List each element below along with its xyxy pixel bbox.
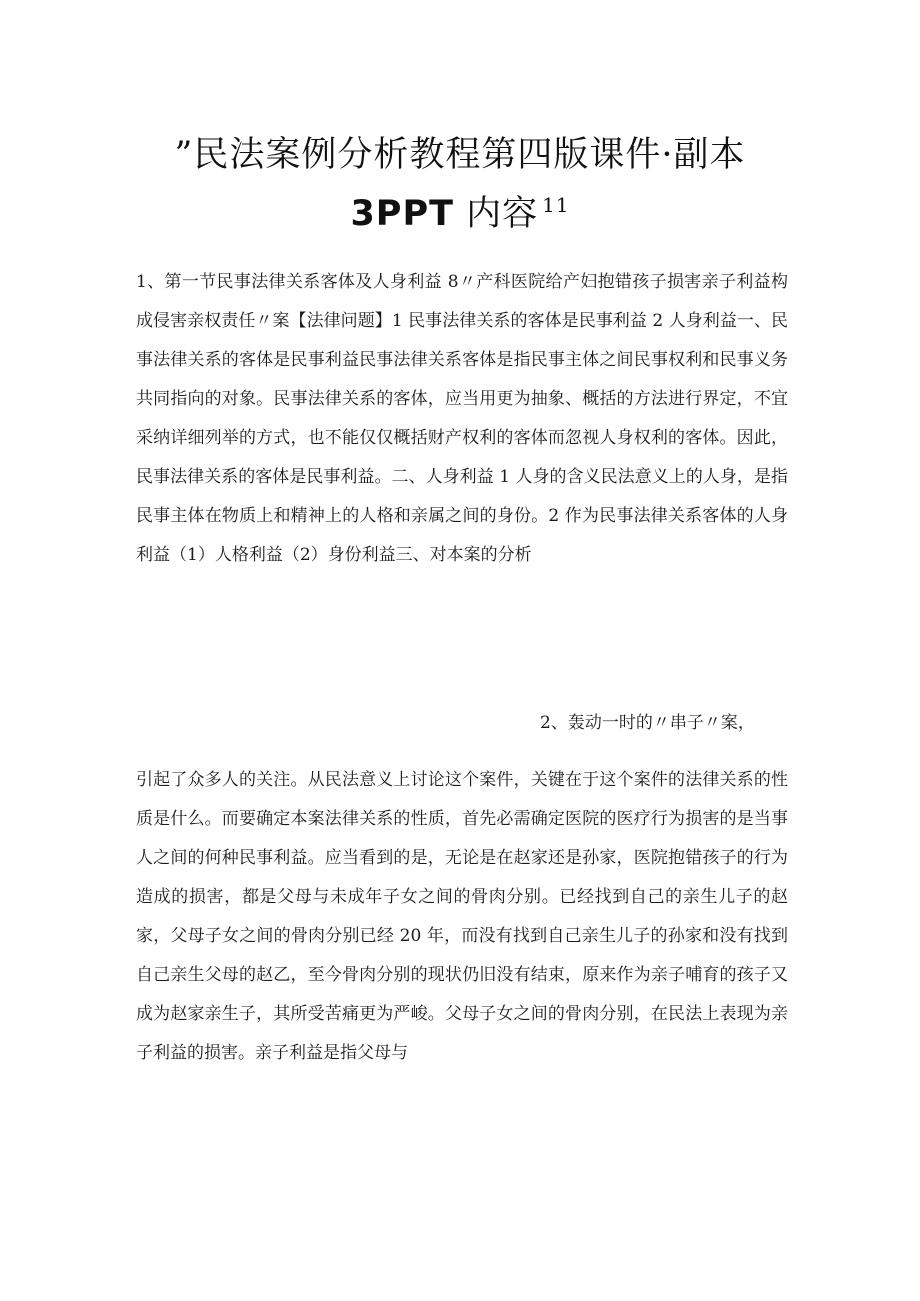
paragraph-3: 引起了众多人的关注。从民法意义上讨论这个案件，关键在于这个案件的法律关系的性质是什么。而要确定本案法律关系的性质，首先必需确定医院的医疗行为损害的是当事人之间的何种民事利益。应当看到的是，无论是在赵家还是孙家，医院抱错孩子的行为造成的损害，都是父母与未成年子女之间的骨肉分别。已经找到自己的亲生儿子的赵家，父母子女之间的骨肉分别已经 20 年，而没有找到自己亲生儿子的孙家和没有找到自己亲生父母的赵乙，至今骨肉分别的现状仍旧没有结束，原来作为亲子哺育的孩子又成为赵家亲生子，其所受苦痛更为严峻。父母子女之间的骨肉分别，在民法上表现为亲子利益的损害。亲子利益是指父母与 [136, 770, 788, 1063]
paragraph-1: 1、第一节民事法律关系客体及人身利益 8〃产科医院给产妇抱错孩子损害亲子利益构成侵害亲权责任〃案【法律问题】1 民事法律关系的客体是民事利益 2 人身利益一、民事法律关系的客体是民事利益民事法律关系客体是指民事主体之间民事权利和民事义务共同指向的对象。民事法律关系的客体，应当用更为抽象、概括的方法进行界定，不宜采纳详细列举的方式，也不能仅仅概括财产权利的客体而忽视人身权利的客体。因此，民事法律关系的客体是民事利益。二、人身利益 1 人身的含义民法意义上的人身，是指民事主体在物质上和精神上的人格和亲属之间的身份。2 作为民事法律关系客体的人身利益（1）人格利益（2）身份利益三、对本案的分析 [136, 272, 788, 565]
subtitle-main: 3PPT [350, 194, 454, 234]
document-title: ”民法案例分析教程第四版课件·副本 [174, 135, 746, 175]
document-subtitle [0, 186, 920, 236]
paragraph-2: 2、轰动一时的〃串子〃案， [540, 713, 755, 733]
subtitle-superscript: 11 [542, 193, 570, 218]
subtitle-rest: 内容 [453, 194, 539, 234]
